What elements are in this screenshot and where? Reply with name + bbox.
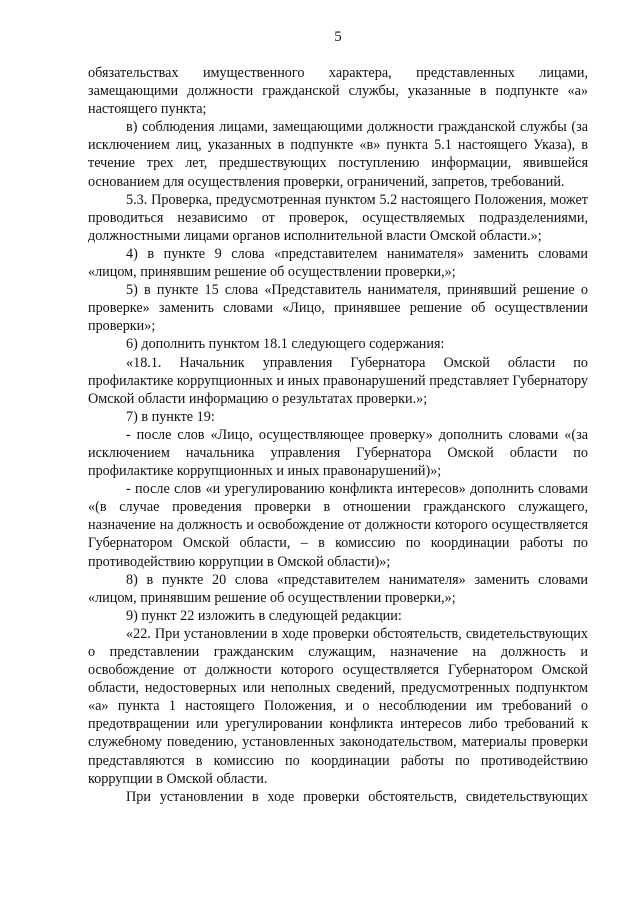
paragraph: 4) в пункте 9 слова «представителем нанимателя» заменить словами «лицом, принявшим решение об осуществлении проверки,»; bbox=[88, 245, 588, 281]
paragraph: - после слов «и урегулированию конфликта интересов» дополнить словами «(в случае проведения проверки в отношении гражданского служащего, назначение на должность и освобождение от должности которого осуществляется Губернатором Омской области, – в комиссию по координации работы по противодействию коррупции в Омской области)»; bbox=[88, 481, 588, 570]
paragraph: 5) в пункте 15 слова «Представитель нанимателя, принявший решение о проверке» заменить словами «Лицо, принявшее решение об осуществлении проверки»; bbox=[88, 282, 588, 335]
paragraph: «22. При установлении в ходе проверки обстоятельств, свидетельствующих о представлении гражданским служащим, назначение на должность и освобождение от должности которого осуществляется Губернатором Омской области, недостоверных или неполных сведений, предусмотренных подпунктом «а» пункта 1 настоящего Положения, и о несоблюдении им требований о предотвращении или урегулировании конфликта интересов либо требований к служебному поведению, установленных законодательством, материалы проверки представляются в комиссию по координации работы по противодействию коррупции в Омской области. bbox=[88, 625, 588, 787]
page-number: 5 bbox=[334, 29, 342, 45]
paragraph: 6) дополнить пунктом 18.1 следующего содержания: bbox=[126, 336, 445, 353]
document-page bbox=[88, 28, 588, 806]
paragraph: «18.1. Начальник управления Губернатора Омской области по профилактике коррупционных и иных правонарушений представляет Губернатору Омской области информацию о результатах проверки.»; bbox=[88, 354, 588, 407]
paragraph: обязательствах имущественного характера, представленных лицами, замещающими должности гражданской службы, указанные в подпункте «а» настоящего пункта; bbox=[88, 65, 588, 118]
paragraph: При установлении в ходе проверки обстоятельств, свидетельствующих bbox=[126, 788, 588, 805]
paragraph: 8) в пункте 20 слова «представителем нанимателя» заменить словами «лицом, принявшим решение об осуществлении проверки,»; bbox=[88, 571, 588, 606]
paragraph: - после слов «Лицо, осуществляющее проверку» дополнить словами «(за исключением начальника управления Губернатора Омской области по профилактике коррупционных и иных правонарушений)»; bbox=[88, 426, 588, 480]
paragraph: в) соблюдения лицами, замещающими должности гражданской службы (за исключением лиц, указанных в подпункте «в» пункта 5.1 настоящего Указа), в течение трех лет, предшествующих поступлению информации, явившейся основанием для осуществления проверки, ограничений, запретов, требований. bbox=[88, 119, 588, 190]
paragraph: 7) в пункте 19: bbox=[126, 408, 215, 425]
paragraph: 9) пункт 22 изложить в следующей редакции: bbox=[126, 607, 402, 624]
paragraph: 5.3. Проверка, предусмотренная пунктом 5.2 настоящего Положения, может проводиться независимо от проверок, осуществляемых подразделениями, должностными лицами органов исполнительной власти Омской области.»; bbox=[88, 191, 588, 244]
document-body bbox=[88, 64, 588, 806]
